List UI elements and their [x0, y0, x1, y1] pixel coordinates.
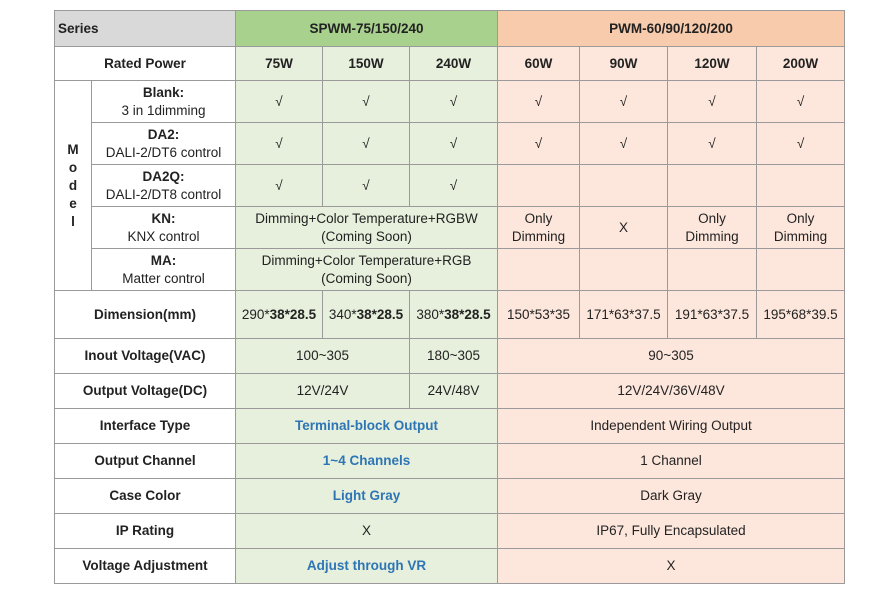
model-row-da2q: [55, 165, 845, 207]
model-name: KN:: [151, 210, 176, 226]
model-blank-cell: [92, 81, 236, 123]
output-voltage-spwm-high: 24V/48V: [410, 374, 498, 409]
power-200w: 200W: [757, 47, 845, 81]
output-voltage-spwm-low: 12V/24V: [236, 374, 410, 409]
interface-label: Interface Type: [55, 409, 236, 444]
pwm-series-title: PWM-60/90/120/200: [498, 11, 845, 47]
power-150w: 150W: [323, 47, 410, 81]
empty-cell: [757, 165, 845, 207]
power-240w: 240W: [410, 47, 498, 81]
interface-row: [55, 409, 845, 444]
output-voltage-pwm: 12V/24V/36V/48V: [498, 374, 845, 409]
empty-cell: [498, 249, 580, 291]
voltage-adjustment-spwm: Adjust through VR: [236, 549, 498, 584]
model-row-da2: [55, 123, 845, 165]
empty-cell: [580, 249, 668, 291]
model-row-kn: [55, 207, 845, 249]
case-color-pwm: Dark Gray: [498, 479, 845, 514]
series-header: Series: [55, 11, 236, 47]
header-row: [55, 11, 845, 47]
empty-cell: [498, 165, 580, 207]
check-mark: √: [668, 81, 757, 123]
check-mark: √: [236, 123, 323, 165]
kn-200w-feature: Only Dimming: [757, 207, 845, 249]
model-desc: DALI-2/DT6 control: [105, 144, 222, 160]
check-mark: √: [323, 81, 410, 123]
power-90w: 90W: [580, 47, 668, 81]
dimension-90w: 171*63*37.5: [580, 291, 668, 339]
output-channel-label: Output Channel: [55, 444, 236, 479]
check-mark: √: [323, 165, 410, 207]
dimension-label: Dimension(mm): [55, 291, 236, 339]
model-ma-cell: [92, 249, 236, 291]
dimension-240w: 380*38*28.5: [410, 291, 498, 339]
check-mark: √: [410, 123, 498, 165]
model-name: Blank:: [142, 84, 185, 100]
dimension-200w: 195*68*39.5: [757, 291, 845, 339]
ma-spwm-feature: Dimming+Color Temperature+RGB (Coming Soon): [236, 249, 498, 291]
dimension-row: [55, 291, 845, 339]
empty-cell: [757, 249, 845, 291]
model-row-blank: [55, 81, 845, 123]
model-name: DA2:: [147, 126, 180, 142]
spwm-series-title: SPWM-75/150/240: [236, 11, 498, 47]
power-60w: 60W: [498, 47, 580, 81]
ip-rating-spwm: X: [236, 514, 498, 549]
input-voltage-spwm-low: 100~305: [236, 339, 410, 374]
model-vertical-label: M o d e l: [55, 81, 92, 291]
model-da2q-cell: [92, 165, 236, 207]
check-mark: √: [236, 165, 323, 207]
model-kn-cell: [92, 207, 236, 249]
input-voltage-spwm-high: 180~305: [410, 339, 498, 374]
kn-spwm-feature: Dimming+Color Temperature+RGBW (Coming Soon): [236, 207, 498, 249]
power-75w: 75W: [236, 47, 323, 81]
voltage-adjustment-row: [55, 549, 845, 584]
check-mark: √: [410, 165, 498, 207]
model-desc: DALI-2/DT8 control: [105, 186, 222, 202]
model-da2-cell: [92, 123, 236, 165]
input-voltage-row: [55, 339, 845, 374]
check-mark: √: [580, 81, 668, 123]
kn-120w-feature: Only Dimming: [668, 207, 757, 249]
dimension-60w: 150*53*35: [498, 291, 580, 339]
spec-table: [54, 10, 845, 584]
case-color-label: Case Color: [55, 479, 236, 514]
check-mark: √: [323, 123, 410, 165]
ip-rating-pwm: IP67, Fully Encapsulated: [498, 514, 845, 549]
voltage-adjustment-label: Voltage Adjustment: [55, 549, 236, 584]
output-channel-row: [55, 444, 845, 479]
input-voltage-label: Inout Voltage(VAC): [55, 339, 236, 374]
rated-power-row: [55, 47, 845, 81]
model-desc: Matter control: [122, 270, 205, 286]
check-mark: √: [580, 123, 668, 165]
ip-rating-label: IP Rating: [55, 514, 236, 549]
check-mark: √: [410, 81, 498, 123]
output-channel-pwm: 1 Channel: [498, 444, 845, 479]
check-mark: √: [236, 81, 323, 123]
power-120w: 120W: [668, 47, 757, 81]
empty-cell: [668, 249, 757, 291]
case-color-spwm: Light Gray: [236, 479, 498, 514]
interface-spwm: Terminal-block Output: [236, 409, 498, 444]
model-name: DA2Q:: [142, 168, 185, 184]
check-mark: √: [498, 123, 580, 165]
output-voltage-label: Output Voltage(DC): [55, 374, 236, 409]
model-name: MA:: [150, 252, 177, 268]
check-mark: √: [498, 81, 580, 123]
check-mark: √: [668, 123, 757, 165]
dimension-150w: 340*38*28.5: [323, 291, 410, 339]
model-row-ma: [55, 249, 845, 291]
empty-cell: [668, 165, 757, 207]
voltage-adjustment-pwm: X: [498, 549, 845, 584]
output-voltage-row: [55, 374, 845, 409]
output-channel-spwm: 1~4 Channels: [236, 444, 498, 479]
rated-power-label: Rated Power: [55, 47, 236, 81]
kn-90w-feature: X: [580, 207, 668, 249]
check-mark: √: [757, 81, 845, 123]
check-mark: √: [757, 123, 845, 165]
dimension-120w: 191*63*37.5: [668, 291, 757, 339]
input-voltage-pwm: 90~305: [498, 339, 845, 374]
model-desc: KNX control: [127, 228, 200, 244]
model-desc: 3 in 1dimming: [121, 102, 206, 118]
empty-cell: [580, 165, 668, 207]
interface-pwm: Independent Wiring Output: [498, 409, 845, 444]
ip-rating-row: [55, 514, 845, 549]
dimension-75w: 290*38*28.5: [236, 291, 323, 339]
kn-60w-feature: Only Dimming: [498, 207, 580, 249]
case-color-row: [55, 479, 845, 514]
